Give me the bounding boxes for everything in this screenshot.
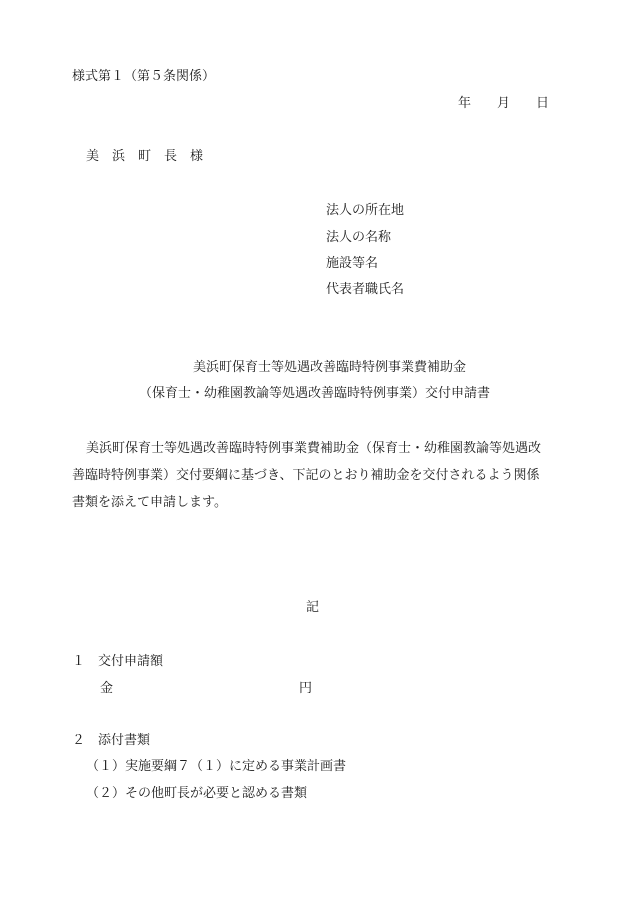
representative-label: 代表者職氏名 [326,282,405,297]
form-number: 様式第１（第５条関係） [72,69,216,84]
amount-unit: 円 [299,681,313,696]
attachment-item-2: （２）その他町長が必要と認める書類 [86,786,308,801]
date-line: 年 月 日 [458,96,550,111]
body-text-line1: 美浜町保育士等処遇改善臨時特例事業費補助金（保育士・幼稚園教論等処遇改 [86,441,542,456]
facility-name-label: 施設等名 [326,256,379,271]
body-text-line3: 書類を添えて申請します。 [72,495,227,510]
document-title-line2: （保育士・幼稚園教論等処遇改善臨時特例事業）交付申請書 [139,386,491,401]
corporation-address-label: 法人の所在地 [326,203,405,218]
note-heading: 記 [306,600,320,615]
item1-heading: １ 交付申請額 [72,654,164,669]
body-text-line2: 善臨時特例事業）交付要綱に基づき、下記のとおり補助金を交付されるよう関係 [72,468,540,483]
attachment-item-1: （１）実施要綱７（１）に定める事業計画書 [86,759,347,774]
amount-prefix: 金 [100,681,114,696]
item2-heading: ２ 添付書類 [72,733,151,748]
addressee: 美 浜 町 長 様 [86,149,204,164]
document-title-line1: 美浜町保育士等処遇改善臨時特例事業費補助金 [193,360,467,375]
corporation-name-label: 法人の名称 [326,230,392,245]
